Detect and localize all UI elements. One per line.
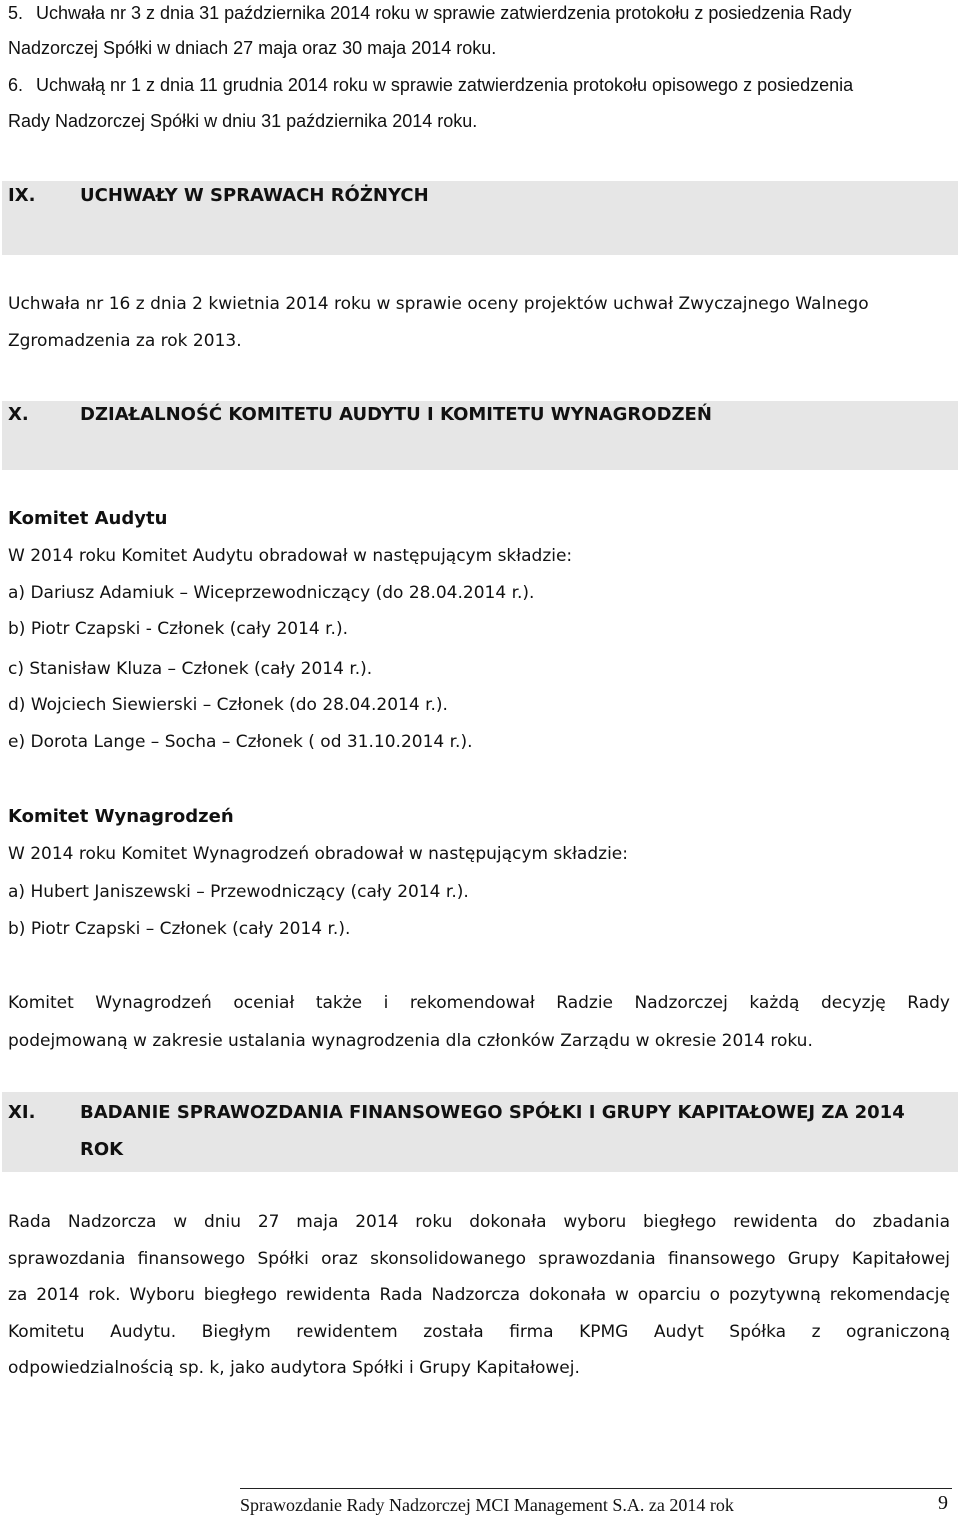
member-item: a) Hubert Janiszewski – Przewodniczący (cały 2014 r.). bbox=[8, 882, 469, 902]
section-number: XI. bbox=[8, 1102, 36, 1123]
member-item: b) Piotr Czapski – Członek (cały 2014 r.). bbox=[8, 919, 351, 939]
section-title: ROK bbox=[80, 1139, 124, 1160]
section-title: UCHWAŁY W SPRAWACH RÓŻNYCH bbox=[80, 185, 429, 206]
section-x-header bbox=[2, 401, 958, 470]
section-number: X. bbox=[8, 404, 29, 425]
member-item: e) Dorota Lange – Socha – Członek ( od 31.10.2014 r.). bbox=[8, 732, 473, 752]
page-number: 9 bbox=[938, 1492, 948, 1514]
remuneration-committee-intro: W 2014 roku Komitet Wynagrodzeń obradował w następującym składzie: bbox=[8, 844, 628, 864]
list-item-text: Nadzorczej Spółki w dniach 27 maja oraz 30 maja 2014 roku. bbox=[8, 38, 497, 58]
footer-rule bbox=[240, 1488, 952, 1489]
paragraph-line: odpowiedzialnością sp. k, jako audytora Spółki i Grupy Kapitałowej. bbox=[8, 1358, 580, 1378]
paragraph-line: Komitetu Audytu. Biegłym rewidentem została firma KPMG Audyt Spółka z ograniczoną bbox=[8, 1322, 950, 1342]
paragraph-line: sprawozdania finansowego Spółki oraz skonsolidowanego sprawozdania finansowego Grupy Kapitałowej bbox=[8, 1249, 950, 1269]
member-item: a) Dariusz Adamiuk – Wiceprzewodniczący (do 28.04.2014 r.). bbox=[8, 583, 535, 603]
section-number: IX. bbox=[8, 185, 36, 206]
remuneration-committee-heading: Komitet Wynagrodzeń bbox=[8, 806, 234, 827]
paragraph-line: podejmowaną w zakresie ustalania wynagrodzenia dla członków Zarządu w okresie 2014 roku. bbox=[8, 1031, 813, 1051]
paragraph-line: Uchwała nr 16 z dnia 2 kwietnia 2014 roku w sprawie oceny projektów uchwał Zwyczajnego Walnego bbox=[8, 294, 869, 314]
paragraph-line: za 2014 rok. Wyboru biegłego rewidenta Rada Nadzorcza dokonała w oparciu o pozytywną rekomendację bbox=[8, 1285, 950, 1305]
member-item: b) Piotr Czapski - Członek (cały 2014 r.). bbox=[8, 619, 348, 639]
paragraph-line: Zgromadzenia za rok 2013. bbox=[8, 331, 242, 351]
list-item-number: 6. bbox=[8, 75, 24, 95]
member-item: c) Stanisław Kluza – Członek (cały 2014 r.). bbox=[8, 659, 373, 679]
section-title: DZIAŁALNOŚĆ KOMITETU AUDYTU I KOMITETU WYNAGRODZEŃ bbox=[80, 404, 712, 425]
list-item-text: Uchwała nr 3 z dnia 31 października 2014 roku w sprawie zatwierdzenia protokołu z posiedzenia Rady bbox=[36, 3, 852, 23]
list-item-text: Uchwałą nr 1 z dnia 11 grudnia 2014 roku w sprawie zatwierdzenia protokołu opisowego z posiedzenia bbox=[36, 75, 854, 95]
list-item-number: 5. bbox=[8, 3, 24, 23]
section-title: BADANIE SPRAWOZDANIA FINANSOWEGO SPÓŁKI I GRUPY KAPITAŁOWEJ ZA 2014 bbox=[80, 1102, 905, 1123]
member-item: d) Wojciech Siewierski – Członek (do 28.04.2014 r.). bbox=[8, 695, 448, 715]
paragraph-line: Rada Nadzorcza w dniu 27 maja 2014 roku dokonała wyboru biegłego rewidenta do zbadania bbox=[8, 1212, 950, 1232]
section-xi-header bbox=[2, 1092, 958, 1172]
audit-committee-intro: W 2014 roku Komitet Audytu obradował w następującym składzie: bbox=[8, 546, 573, 566]
paragraph-line: Komitet Wynagrodzeń oceniał także i rekomendował Radzie Nadzorczej każdą decyzję Rady bbox=[8, 993, 950, 1013]
list-item-text: Rady Nadzorczej Spółki w dniu 31 października 2014 roku. bbox=[8, 111, 478, 131]
footer-text: Sprawozdanie Rady Nadzorczej MCI Management S.A. za 2014 rok bbox=[240, 1495, 734, 1515]
audit-committee-heading: Komitet Audytu bbox=[8, 508, 168, 529]
section-ix-header bbox=[2, 181, 958, 255]
